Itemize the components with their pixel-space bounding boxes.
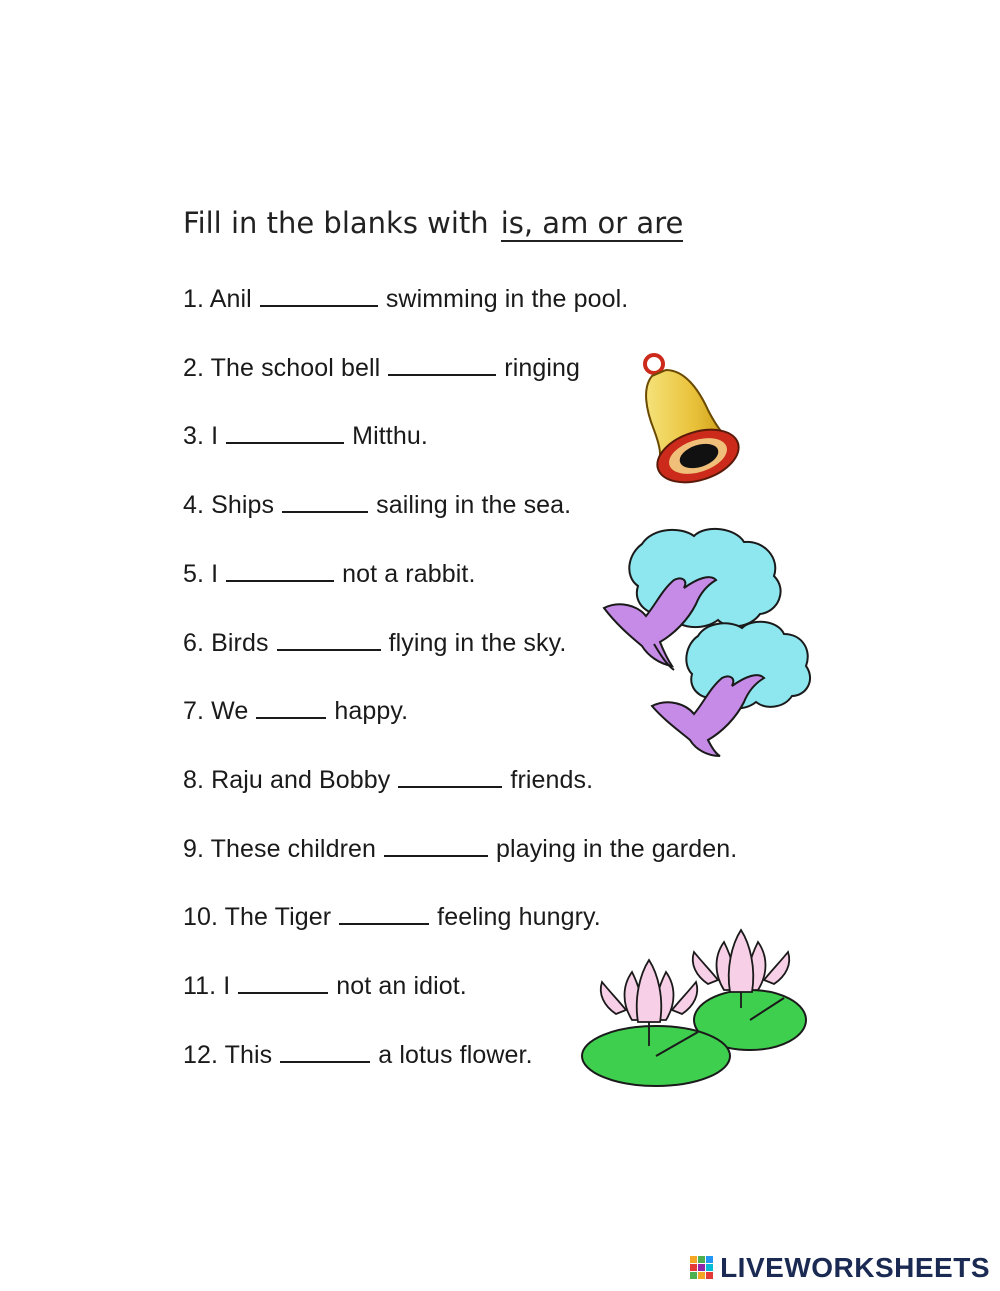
answer-blank-2[interactable] [388,356,496,376]
answer-blank-6[interactable] [277,631,381,651]
question-8 [183,766,593,795]
question-text-before: 10. The Tiger [183,903,332,931]
question-9 [183,835,737,864]
question-text-after: playing in the garden. [496,835,738,863]
answer-blank-9[interactable] [384,837,488,857]
question-text-before: 7. We [183,697,249,725]
brand-name: LIVEWORKSHEETS [720,1252,990,1283]
question-text-after: ringing [504,354,581,382]
question-12 [183,1041,533,1070]
answer-blank-12[interactable] [280,1043,370,1063]
title-prefix: Fill in the blanks with [183,206,489,240]
question-text-after: swimming in the pool. [385,285,629,313]
question-4 [183,491,571,520]
answer-blank-11[interactable] [238,974,328,994]
question-text-before: 3. I [183,422,219,450]
question-11 [183,972,467,1001]
worksheet-title [183,206,683,242]
question-text-before: 11. I [183,972,231,1000]
lotus-icon [578,928,810,1090]
question-text-after: sailing in the sea. [376,491,572,519]
question-text-before: 5. I [183,560,219,588]
question-text-after: not a rabbit. [342,560,476,588]
question-text-after: flying in the sky. [388,629,567,657]
question-1 [183,285,628,314]
question-text-before: 2. The school bell [183,354,381,382]
answer-blank-3[interactable] [226,424,344,444]
question-text-before: 12. This [183,1041,273,1069]
question-text-before: 9. These children [183,835,377,863]
question-3 [183,422,428,451]
question-text-after: Mitthu. [352,422,428,450]
liveworksheets-logo [690,1252,990,1284]
answer-blank-8[interactable] [398,768,502,788]
question-2 [183,354,580,383]
liveworksheets-grid-icon [690,1256,714,1280]
question-text-after: happy. [334,697,409,725]
question-10 [183,903,601,932]
answer-blank-1[interactable] [260,287,378,307]
question-text-before: 1. Anil [183,285,252,313]
answer-blank-4[interactable] [282,493,368,513]
question-text-after: friends. [510,766,594,794]
answer-blank-10[interactable] [339,905,429,925]
answer-blank-7[interactable] [256,699,326,719]
answer-blank-5[interactable] [226,562,334,582]
question-text-after: feeling hungry. [437,903,601,931]
birds-icon [602,524,814,758]
question-7 [183,697,408,726]
question-5 [183,560,476,589]
title-options: is, am or are [501,208,684,242]
question-text-after: a lotus flower. [378,1041,533,1069]
question-6 [183,629,566,658]
question-text-before: 6. Birds [183,629,269,657]
question-text-before: 4. Ships [183,491,275,519]
question-text-before: 8. Raju and Bobby [183,766,391,794]
bell-icon [632,348,742,490]
question-text-after: not an idiot. [336,972,467,1000]
